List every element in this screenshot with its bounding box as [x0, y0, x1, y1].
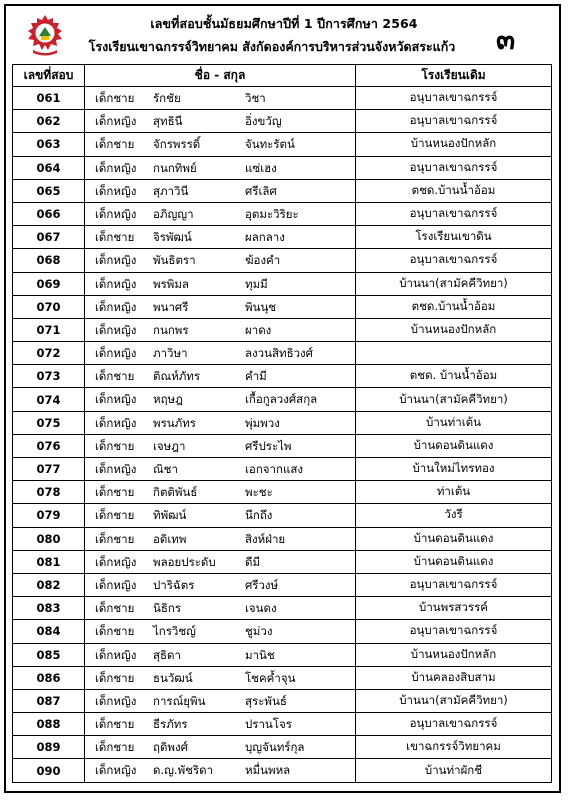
table-row	[13, 342, 552, 365]
previous-school-cell: บ้านนา(สามัคคีวิทยา)	[356, 272, 552, 295]
previous-school-cell: บ้านดอนดินแดง	[356, 527, 552, 550]
name-prefix: เด็กหญิง	[95, 392, 137, 407]
exam-number-cell: 070	[13, 295, 85, 318]
exam-number-cell: 062	[13, 110, 85, 133]
last-name: นึกถึง	[245, 508, 273, 523]
table-row	[13, 643, 552, 666]
name-prefix: เด็กชาย	[95, 508, 135, 523]
last-name: มานิช	[245, 647, 275, 662]
full-name-cell	[85, 620, 356, 643]
first-name: การณ์ยุพิน	[153, 693, 206, 708]
previous-school-cell: ตชด. บ้านน้ำอ้อม	[356, 365, 552, 388]
exam-number-cell: 078	[13, 481, 85, 504]
first-name: ธนวัฒน์	[153, 670, 193, 685]
exam-number-cell: 085	[13, 643, 85, 666]
full-name-cell	[85, 388, 356, 411]
name-prefix: เด็กหญิง	[95, 183, 137, 198]
previous-school-cell: บ้านท่าผักชี	[356, 759, 552, 782]
table-row	[13, 249, 552, 272]
first-name: ไกรวิชญ์	[153, 624, 196, 639]
exam-number-cell: 075	[13, 411, 85, 434]
column-header-full-name: ชื่อ - สกุล	[85, 65, 356, 87]
name-prefix: เด็กหญิง	[95, 253, 137, 268]
previous-school-cell: บ้านหนองปักหลัก	[356, 643, 552, 666]
name-prefix: เด็กหญิง	[95, 160, 137, 175]
first-name: พันธิตรา	[153, 253, 196, 268]
table-row	[13, 434, 552, 457]
column-header-previous-school: โรงเรียนเดิม	[356, 65, 552, 87]
last-name: คำมี	[245, 369, 267, 384]
room-number: ๓	[496, 23, 516, 56]
last-name: ชูม่วง	[245, 624, 273, 639]
table-row	[13, 550, 552, 573]
previous-school-cell: บ้านใหม่ไทรทอง	[356, 458, 552, 481]
full-name-cell	[85, 87, 356, 110]
full-name-cell	[85, 713, 356, 736]
previous-school-cell: บ้านดอนดินแดง	[356, 434, 552, 457]
first-name: หฤษฎ	[153, 392, 183, 407]
full-name-cell	[85, 342, 356, 365]
previous-school-cell: บ้านคลองสิบสาม	[356, 666, 552, 689]
name-prefix: เด็กหญิง	[95, 577, 137, 592]
name-prefix: เด็กหญิง	[95, 693, 137, 708]
last-name: แซ่เฮง	[245, 160, 277, 175]
full-name-cell	[85, 411, 356, 434]
exam-number-cell: 077	[13, 458, 85, 481]
exam-number-cell: 064	[13, 156, 85, 179]
full-name-cell	[85, 272, 356, 295]
name-prefix: เด็กชาย	[95, 91, 135, 105]
full-name-cell	[85, 318, 356, 341]
full-name-cell	[85, 481, 356, 504]
last-name: ดีมี	[245, 554, 261, 569]
table-row	[13, 597, 552, 620]
exam-number-cell: 086	[13, 666, 85, 689]
table-row	[13, 481, 552, 504]
last-name: พุ่มพวง	[245, 415, 280, 430]
name-prefix: เด็กหญิง	[95, 322, 137, 337]
first-name: ทิพัฒน์	[153, 508, 187, 523]
previous-school-cell: วังรี	[356, 504, 552, 527]
name-prefix: เด็กหญิง	[95, 114, 137, 129]
last-name: พะชะ	[245, 485, 273, 500]
exam-number-cell: 079	[13, 504, 85, 527]
table-row	[13, 133, 552, 156]
previous-school-cell	[356, 342, 552, 365]
previous-school-cell: บ้านหนองปักหลัก	[356, 133, 552, 156]
last-name: ผาดง	[245, 322, 272, 337]
name-prefix: เด็กหญิง	[95, 276, 137, 291]
table-row	[13, 365, 552, 388]
table-row	[13, 736, 552, 759]
full-name-cell	[85, 295, 356, 318]
full-name-cell	[85, 365, 356, 388]
previous-school-cell: บ้านนา(สามัคคีวิทยา)	[356, 388, 552, 411]
previous-school-cell: อนุบาลเขาฉกรรจ์	[356, 110, 552, 133]
full-name-cell	[85, 226, 356, 249]
name-prefix: เด็กชาย	[95, 438, 135, 453]
last-name: ผลกลาง	[245, 230, 285, 245]
first-name: ฤดิพงศ์	[153, 740, 188, 755]
previous-school-cell: อนุบาลเขาฉกรรจ์	[356, 573, 552, 596]
table-row	[13, 620, 552, 643]
full-name-cell	[85, 527, 356, 550]
name-prefix: เด็กชาย	[95, 670, 135, 685]
full-name-cell	[85, 434, 356, 457]
previous-school-cell: โรงเรียนเขาดิน	[356, 226, 552, 249]
previous-school-cell: บ้านท่าเต้น	[356, 411, 552, 434]
table-row	[13, 458, 552, 481]
exam-number-cell: 088	[13, 713, 85, 736]
name-prefix: เด็กหญิง	[95, 763, 137, 778]
first-name: ภาวิษา	[153, 346, 188, 361]
table-row	[13, 156, 552, 179]
first-name: ติณห์ภัทร	[153, 369, 201, 384]
exam-number-cell: 087	[13, 689, 85, 712]
last-name: เอกจากแสง	[245, 462, 304, 476]
last-name: จันทะรัตน์	[245, 137, 295, 152]
table-row	[13, 504, 552, 527]
name-prefix: เด็กชาย	[95, 230, 135, 245]
table-row	[13, 527, 552, 550]
full-name-cell	[85, 133, 356, 156]
name-prefix: เด็กหญิง	[95, 647, 137, 662]
last-name: ลงวนสิทธิวงศ์	[245, 346, 313, 361]
exam-number-cell: 073	[13, 365, 85, 388]
name-prefix: เด็กหญิง	[95, 299, 137, 314]
full-name-cell	[85, 759, 356, 782]
first-name: สุภาวินี	[153, 183, 189, 198]
exam-number-cell: 074	[13, 388, 85, 411]
table-row	[13, 202, 552, 225]
table-row	[13, 666, 552, 689]
full-name-cell	[85, 573, 356, 596]
exam-number-cell: 083	[13, 597, 85, 620]
exam-number-cell: 072	[13, 342, 85, 365]
exam-number-cell: 076	[13, 434, 85, 457]
name-prefix: เด็กหญิง	[95, 415, 137, 430]
previous-school-cell: อนุบาลเขาฉกรรจ์	[356, 87, 552, 110]
document-title: เลขที่สอบชั้นมัธยมศึกษาปีที่ 1 ปีการศึกษา 2564	[150, 16, 418, 31]
first-name: กนกทิพย์	[153, 160, 197, 175]
first-name: เจษฎา	[153, 438, 186, 453]
table-row	[13, 295, 552, 318]
first-name: ด.ญ.พัชริดา	[153, 763, 214, 778]
exam-number-cell: 081	[13, 550, 85, 573]
first-name: พรพิมล	[153, 276, 189, 291]
table-row	[13, 110, 552, 133]
first-name: กิตติพันธ์	[153, 485, 198, 500]
previous-school-cell: บ้านดอนดินแดง	[356, 550, 552, 573]
exam-number-cell: 068	[13, 249, 85, 272]
full-name-cell	[85, 597, 356, 620]
previous-school-cell: ท่าเต้น	[356, 481, 552, 504]
exam-number-cell: 090	[13, 759, 85, 782]
exam-number-cell: 071	[13, 318, 85, 341]
school-subtitle: โรงเรียนเขาฉกรรจ์วิทยาคม สังกัดองค์การบริหารส่วนจังหวัดสระแก้ว	[88, 39, 456, 54]
name-prefix: เด็กชาย	[95, 531, 135, 546]
table-row	[13, 573, 552, 596]
last-name: โชคค้ำจุน	[245, 670, 296, 685]
full-name-cell	[85, 156, 356, 179]
exam-number-cell: 067	[13, 226, 85, 249]
table-row	[13, 179, 552, 202]
exam-number-cell: 069	[13, 272, 85, 295]
full-name-cell	[85, 179, 356, 202]
first-name: ปาริฉัตร	[153, 577, 195, 592]
previous-school-cell: บ้านพรสวรรค์	[356, 597, 552, 620]
first-name: จักรพรรดิ์	[153, 137, 201, 152]
first-name: อภิญญา	[153, 206, 194, 221]
last-name: สิงห์ฝ่าย	[245, 531, 286, 546]
last-name: เจนดง	[245, 601, 277, 616]
table-row	[13, 226, 552, 249]
name-prefix: เด็กชาย	[95, 740, 135, 755]
first-name: กนกพร	[153, 322, 189, 337]
last-name: ทุมมี	[245, 276, 268, 291]
first-name: อดิเทพ	[153, 531, 187, 546]
last-name: อิ่งขวัญ	[245, 114, 282, 129]
last-name: วิชา	[245, 91, 266, 105]
last-name: ศรีเลิศ	[245, 183, 277, 198]
full-name-cell	[85, 202, 356, 225]
previous-school-cell: อนุบาลเขาฉกรรจ์	[356, 713, 552, 736]
table-row	[13, 87, 552, 110]
name-prefix: เด็กหญิง	[95, 554, 137, 569]
name-prefix: เด็กหญิง	[95, 206, 137, 221]
first-name: พนาศรี	[153, 299, 189, 314]
exam-number-cell: 082	[13, 573, 85, 596]
first-name: นิธิกร	[153, 601, 182, 616]
last-name: หมื่นพหล	[245, 763, 291, 778]
first-name: สุทธินี	[153, 114, 183, 129]
last-name: ศรีวงษ์	[245, 577, 279, 592]
exam-number-cell: 084	[13, 620, 85, 643]
name-prefix: เด็กชาย	[95, 137, 135, 152]
last-name: ฆ้องคำ	[245, 253, 281, 268]
full-name-cell	[85, 643, 356, 666]
full-name-cell	[85, 458, 356, 481]
previous-school-cell: ตชด.บ้านน้ำอ้อม	[356, 179, 552, 202]
full-name-cell	[85, 736, 356, 759]
table-row	[13, 318, 552, 341]
exam-number-cell: 063	[13, 133, 85, 156]
full-name-cell	[85, 689, 356, 712]
first-name: สุธิดา	[153, 647, 181, 662]
last-name: ปรานโจร	[245, 717, 292, 732]
name-prefix: เด็กหญิง	[95, 346, 137, 361]
last-name: อุตมะวิริยะ	[245, 206, 299, 221]
name-prefix: เด็กชาย	[95, 717, 135, 732]
column-header-exam-number: เลขที่สอบ	[13, 65, 85, 87]
table-row	[13, 713, 552, 736]
previous-school-cell: บ้านหนองปักหลัก	[356, 318, 552, 341]
previous-school-cell: อนุบาลเขาฉกรรจ์	[356, 620, 552, 643]
exam-number-cell: 089	[13, 736, 85, 759]
first-name: รักชัย	[153, 91, 181, 105]
previous-school-cell: เขาฉกรรจ์วิทยาคม	[356, 736, 552, 759]
name-prefix: เด็กชาย	[95, 601, 135, 616]
full-name-cell	[85, 550, 356, 573]
first-name: พรนภัทร	[153, 415, 196, 430]
table-header-row	[13, 65, 552, 87]
name-prefix: เด็กชาย	[95, 485, 135, 500]
table-row	[13, 272, 552, 295]
full-name-cell	[85, 249, 356, 272]
last-name: พินนุช	[245, 299, 277, 314]
full-name-cell	[85, 504, 356, 527]
previous-school-cell: ตชด.บ้านน้ำอ้อม	[356, 295, 552, 318]
table-row	[13, 689, 552, 712]
full-name-cell	[85, 110, 356, 133]
name-prefix: เด็กชาย	[95, 624, 135, 639]
first-name: พลอยประดับ	[153, 554, 216, 569]
table-row	[13, 388, 552, 411]
exam-number-cell: 066	[13, 202, 85, 225]
previous-school-cell: อนุบาลเขาฉกรรจ์	[356, 156, 552, 179]
first-name: จิรพัฒน์	[153, 230, 192, 245]
exam-seat-table	[12, 64, 552, 783]
first-name: ณิชา	[153, 462, 178, 476]
last-name: ศรีประไพ	[245, 438, 292, 453]
last-name: เกื้อกูลวงศ์สกุล	[245, 392, 318, 407]
previous-school-cell: อนุบาลเขาฉกรรจ์	[356, 249, 552, 272]
previous-school-cell: อนุบาลเขาฉกรรจ์	[356, 202, 552, 225]
first-name: ธีรภัทร	[153, 717, 188, 732]
last-name: สุระพันธ์	[245, 693, 287, 708]
exam-number-cell: 061	[13, 87, 85, 110]
name-prefix: เด็กชาย	[95, 369, 135, 384]
name-prefix: เด็กหญิง	[95, 462, 137, 476]
table-row	[13, 759, 552, 782]
exam-number-cell: 080	[13, 527, 85, 550]
exam-number-cell: 065	[13, 179, 85, 202]
previous-school-cell: บ้านนา(สามัคคีวิทยา)	[356, 689, 552, 712]
table-row	[13, 411, 552, 434]
full-name-cell	[85, 666, 356, 689]
last-name: บุญจันทร์กุล	[245, 740, 305, 755]
